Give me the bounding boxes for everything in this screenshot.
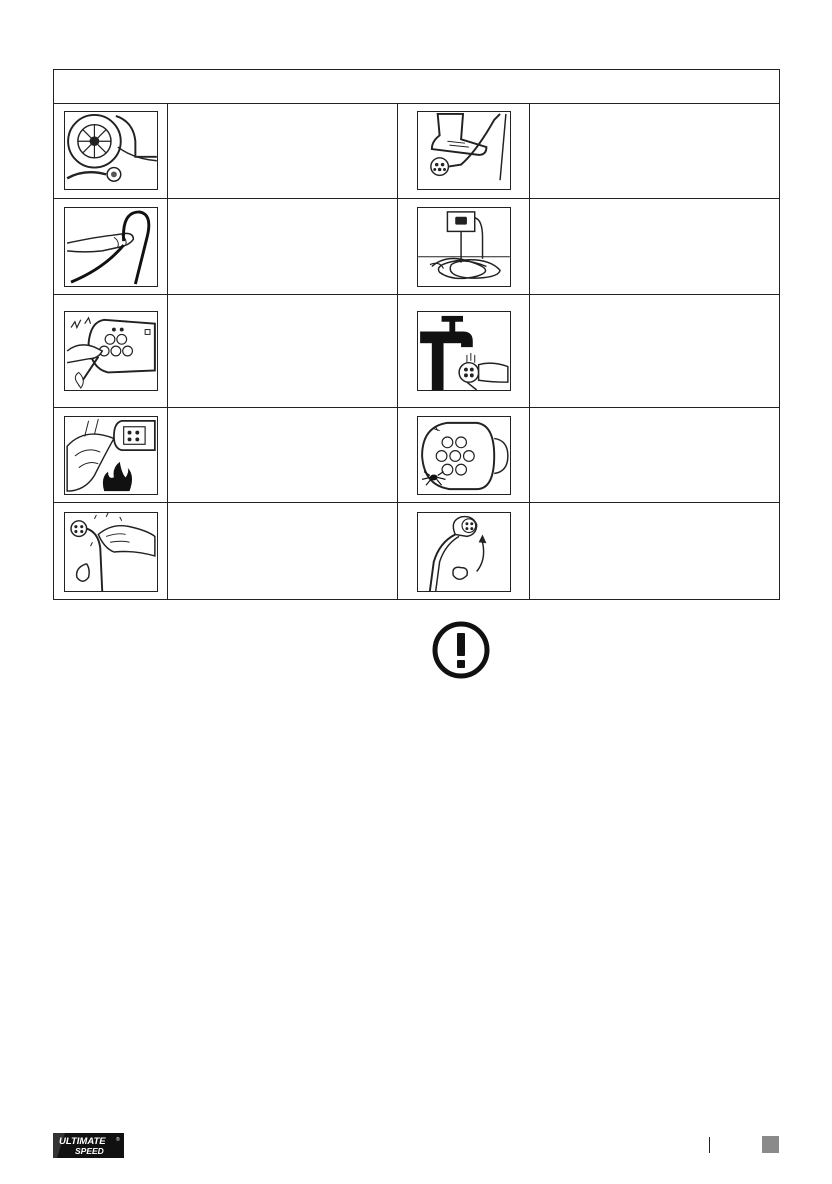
brand-logo (53, 1133, 124, 1158)
table-row (54, 199, 779, 295)
water-tap-icon (417, 311, 511, 391)
spider-in-connector-icon (417, 416, 511, 495)
fire-damage-icon (64, 416, 158, 495)
footer-separator (709, 1137, 710, 1153)
pull-by-cable-icon (417, 512, 511, 592)
page-marker (762, 1136, 779, 1153)
exclamation-circle-icon (432, 621, 490, 679)
table-row (54, 295, 779, 408)
foot-on-connector-icon (417, 111, 511, 190)
table-row (54, 503, 779, 601)
logo-line2: SPEED (75, 1146, 104, 1156)
table-row (54, 408, 779, 503)
hand-bending-cable-icon (64, 207, 158, 287)
table-header (54, 70, 779, 104)
safety-instructions-table (53, 69, 780, 600)
tire-on-connector-icon (64, 111, 158, 190)
logo-line1: ULTIMATE (59, 1136, 106, 1147)
table-row (54, 104, 779, 199)
tool-in-connector-icon (64, 311, 158, 391)
tangled-cable-icon (417, 207, 511, 287)
logo-mark: ® (116, 1137, 120, 1143)
wet-hands-icon (64, 512, 158, 592)
